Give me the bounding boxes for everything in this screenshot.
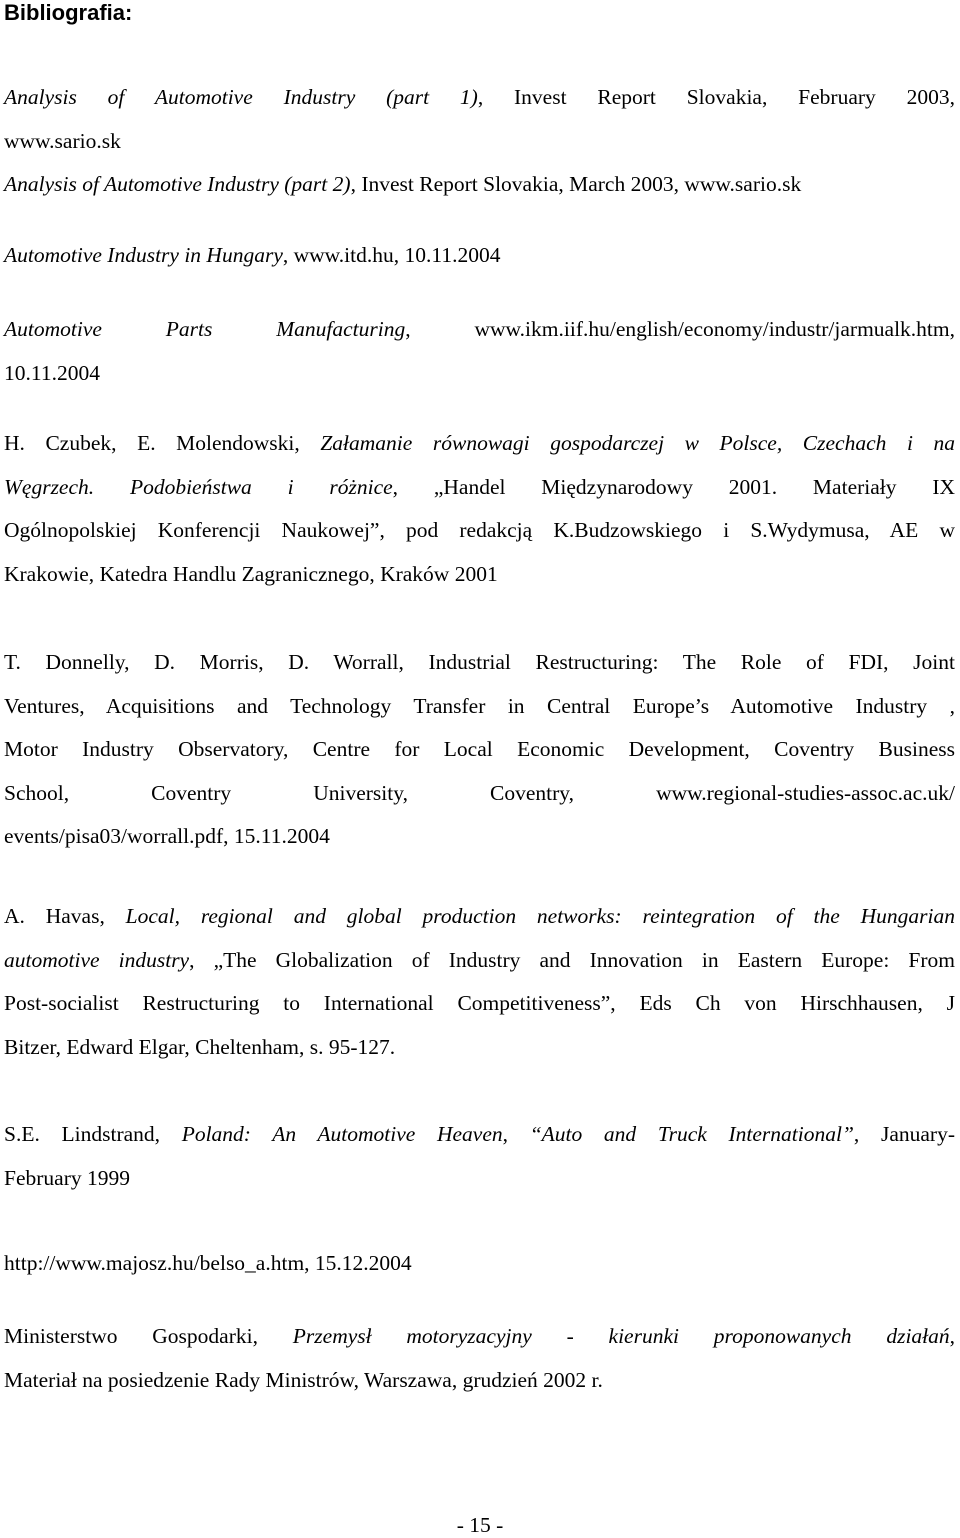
entry-text: , Invest Report Slovakia, March 2003, www.sario.sk xyxy=(350,172,802,196)
entry-text: www.sario.sk xyxy=(4,128,121,153)
entry-text: http://www.majosz.hu/belso_a.htm, 15.12.2004 xyxy=(4,1251,412,1275)
entry-line xyxy=(4,234,955,278)
entry-line xyxy=(4,352,955,396)
entry-text: Motor Industry Observatory, Centre for Local Economic Development, Coventry Business xyxy=(4,737,955,761)
entry-line xyxy=(4,1359,955,1403)
bibliography-entry xyxy=(4,1113,955,1200)
entry-text: events/pisa03/worrall.pdf, 15.11.2004 xyxy=(4,824,330,848)
entry-line xyxy=(4,553,955,597)
entry-text: S.E. Lindstrand, xyxy=(4,1122,182,1146)
entry-title-text: “Auto and Truck International” xyxy=(529,1122,854,1146)
entry-text: Ogólnopolskiej Konferencji Naukowej”, pod redakcją K.Budzowskiego i S.Wydymusa, AE w xyxy=(4,518,955,542)
entry-title-text: Analysis of Automotive Industry (part 1) xyxy=(4,85,478,109)
entry-line xyxy=(4,1157,955,1201)
entry-text: , Invest Report Slovakia, February 2003, xyxy=(477,85,955,109)
entry-line xyxy=(4,1315,955,1359)
bibliography-heading: Bibliografia: xyxy=(4,0,133,25)
entry-line xyxy=(4,120,955,164)
entry-line xyxy=(4,815,955,859)
entry-text: Ventures, Acquisitions and Technology Transfer in Central Europe’s Automotive Industry , xyxy=(4,693,955,718)
entry-line xyxy=(4,509,955,553)
bibliography-entry xyxy=(4,234,955,278)
entry-line xyxy=(4,1026,955,1070)
entry-text: Bitzer, Edward Elgar, Cheltenham, s. 95-127. xyxy=(4,1034,396,1059)
bibliography-entry xyxy=(4,76,955,163)
entry-title-text: Węgrzech. Podobieństwa i różnice xyxy=(4,474,393,499)
entry-line xyxy=(4,772,955,816)
entry-text: T. Donnelly, D. Morris, D. Worrall, Industrial Restructuring: The Role of FDI, Joint xyxy=(4,650,955,674)
entry-title-text: Przemysł motoryzacyjny - kierunki proponowanych działań xyxy=(292,1324,950,1348)
entry-line xyxy=(4,1113,955,1157)
entry-title-text: Automotive Parts Manufacturing xyxy=(4,317,406,341)
entry-text: , www.ikm.iif.hu/english/economy/industr/jarmualk.htm, xyxy=(405,317,956,341)
entry-text: , January- xyxy=(853,1122,955,1146)
bibliography-entry xyxy=(4,308,955,395)
entry-text: School, Coventry University, Coventry, www.regional-studies-assoc.ac.uk/ xyxy=(4,780,955,805)
entry-title-text: automotive industry xyxy=(4,947,190,972)
bibliography-entry xyxy=(4,1242,955,1286)
entry-text: Ministerstwo Gospodarki, xyxy=(4,1324,293,1348)
entry-title-text: Automotive Industry in Hungary xyxy=(4,243,283,267)
entry-line xyxy=(4,939,955,983)
entry-title-text: Local, regional and global production networks: reintegration of the Hungarian xyxy=(125,904,955,928)
entry-line xyxy=(4,685,955,729)
page-number: - 15 - xyxy=(456,1513,504,1537)
bibliography-entry xyxy=(4,641,955,859)
bibliography-entry xyxy=(4,422,955,596)
entry-line xyxy=(4,163,955,207)
entry-line xyxy=(4,728,955,772)
entry-text: , xyxy=(502,1122,530,1146)
entry-line xyxy=(4,895,955,939)
entry-title-text: Załamanie równowagi gospodarczej w Polsce, Czechach i na xyxy=(320,431,955,455)
entry-line xyxy=(4,641,955,685)
entry-text: , „The Globalization of Industry and Innovation in Eastern Europe: From xyxy=(189,947,956,972)
entry-text: , www.itd.hu, 10.11.2004 xyxy=(282,243,501,267)
entry-text: H. Czubek, E. Molendowski, xyxy=(4,431,321,455)
bibliography-entry xyxy=(4,895,955,1069)
entry-text: 10.11.2004 xyxy=(4,360,100,385)
entry-line xyxy=(4,466,955,510)
entry-text: Krakowie, Katedra Handlu Zagranicznego, Kraków 2001 xyxy=(4,561,498,586)
entry-text: Post-socialist Restructuring to International Competitiveness”, Eds Ch von Hirschhausen, J xyxy=(4,991,955,1015)
bibliography-entry xyxy=(4,1315,955,1402)
entry-text: , „Handel Międzynarodowy 2001. Materiały IX xyxy=(392,474,955,499)
entry-title-text: Poland: An Automotive Heaven xyxy=(181,1122,503,1146)
bibliography-entry xyxy=(4,163,955,207)
entry-line xyxy=(4,422,955,466)
entry-title-text: Analysis of Automotive Industry (part 2) xyxy=(4,172,351,196)
entry-line xyxy=(4,982,955,1026)
entry-text: , xyxy=(949,1324,956,1348)
entry-text: February 1999 xyxy=(4,1165,130,1190)
entry-line xyxy=(4,308,955,352)
entry-text: A. Havas, xyxy=(4,904,126,928)
entry-line xyxy=(4,76,955,120)
entry-text: Materiał na posiedzenie Rady Ministrów, Warszawa, grudzień 2002 r. xyxy=(4,1367,603,1392)
entry-line xyxy=(4,1242,955,1286)
